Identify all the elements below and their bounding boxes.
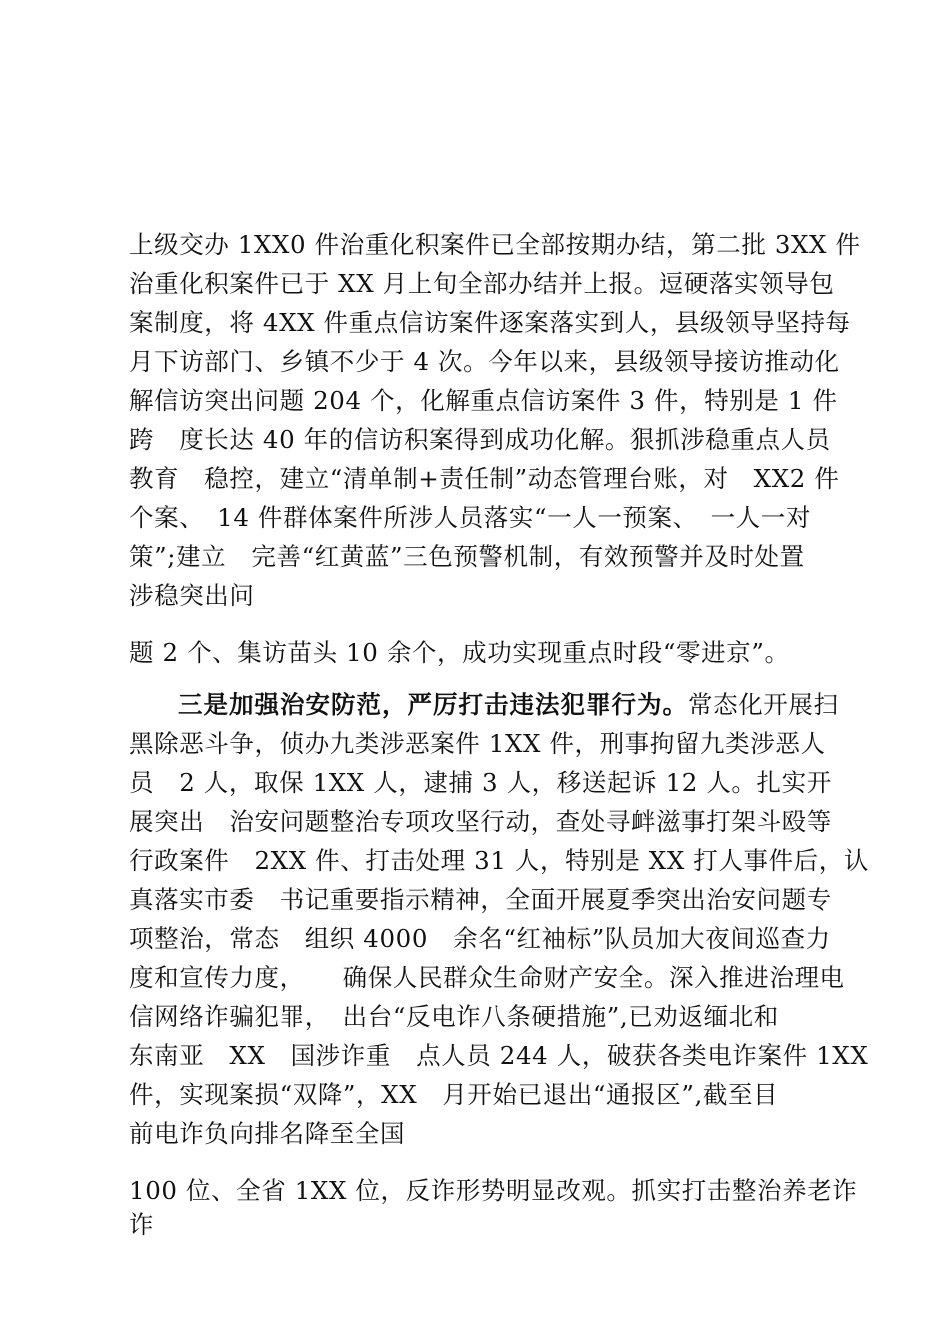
paragraph-line: 行政案件 2XX 件、打击处理 31 人，特别是 XX 打人事件后，认 xyxy=(129,846,869,875)
paragraph-line: 策”;建立 完善“红黄蓝”三色预警机制，有效预警并及时处置 xyxy=(129,542,805,571)
paragraph-line: 真落实市委 书记重要指示精神，全面开展夏季突出治安问题专 xyxy=(129,885,832,914)
paragraph-line: 治重化积案件已于 XX 月上旬全部办结并上报。逗硬落实领导包 xyxy=(129,269,835,298)
paragraph-line: 东南亚 XX 国涉诈重 点人员 244 人，破获各类电诈案件 1XX xyxy=(129,1041,869,1070)
section-first-line xyxy=(178,688,898,722)
paragraph-line: 月下访部门、乡镇不少于 4 次。今年以来，县级领导接访推动化 xyxy=(129,347,840,376)
paragraph-line: 跨 度长达 40 年的信访积案得到成功化解。狠抓涉稳重点人员 xyxy=(129,425,831,454)
section-text: 常态化开展扫 xyxy=(688,690,839,719)
paragraph-line: 教育 稳控，建立“清单制+责任制”动态管理台账，对 XX2 件 xyxy=(129,464,840,493)
paragraph-line: 100 位、全省 1XX 位，反诈形势明显改观。抓实打击整治养老诈 xyxy=(129,1176,858,1205)
paragraph-line: 信网络诈骗犯罪， 出台“反电诈八条硬措施”,已劝返缅北和 xyxy=(129,1002,779,1031)
paragraph-line: 件，实现案损“双降”，XX 月开始已退出“通报区”,截至目 xyxy=(129,1080,779,1109)
paragraph-line: 前电诈负向排名降至全国 xyxy=(129,1119,406,1148)
paragraph-line: 度和宣传力度， 确保人民群众生命财产安全。深入推进治理电 xyxy=(129,963,845,992)
paragraph-line: 员 2 人，取保 1XX 人，逮捕 3 人，移送起诉 12 人。扎实开 xyxy=(129,768,832,797)
paragraph-line: 解信访突出问题 204 个，化解重点信访案件 3 件，特别是 1 件 xyxy=(129,386,838,415)
paragraph-line: 展突出 治安问题整治专项攻坚行动，查处寻衅滋事打架斗殴等 xyxy=(129,807,832,836)
paragraph-line: 项整治，常态 组织 4000 余名“红袖标”队员加大夜间巡查力 xyxy=(129,924,831,953)
paragraph-line: 涉稳突出问 xyxy=(129,581,255,610)
section-heading: 三是加强治安防范，严厉打击违法犯罪行为。 xyxy=(178,690,688,719)
paragraph-line: 案制度，将 4XX 件重点信访案件逐案落实到人，县级领导坚持每 xyxy=(129,308,851,337)
paragraph-line: 个案、 14 件群体案件所涉人员落实“一人一预案、 一人一对 xyxy=(129,503,811,532)
paragraph-line: 上级交办 1XX0 件治重化积案件已全部按期办结，第二批 3XX 件 xyxy=(129,230,861,259)
paragraph-line: 黑除恶斗争，侦办九类涉恶案件 1XX 件，刑事拘留九类涉恶人 xyxy=(129,729,826,758)
paragraph-line: 诈 xyxy=(129,1210,155,1239)
paragraph-line: 题 2 个、集访苗头 10 余个，成功实现重点时段“零进京”。 xyxy=(129,638,790,667)
